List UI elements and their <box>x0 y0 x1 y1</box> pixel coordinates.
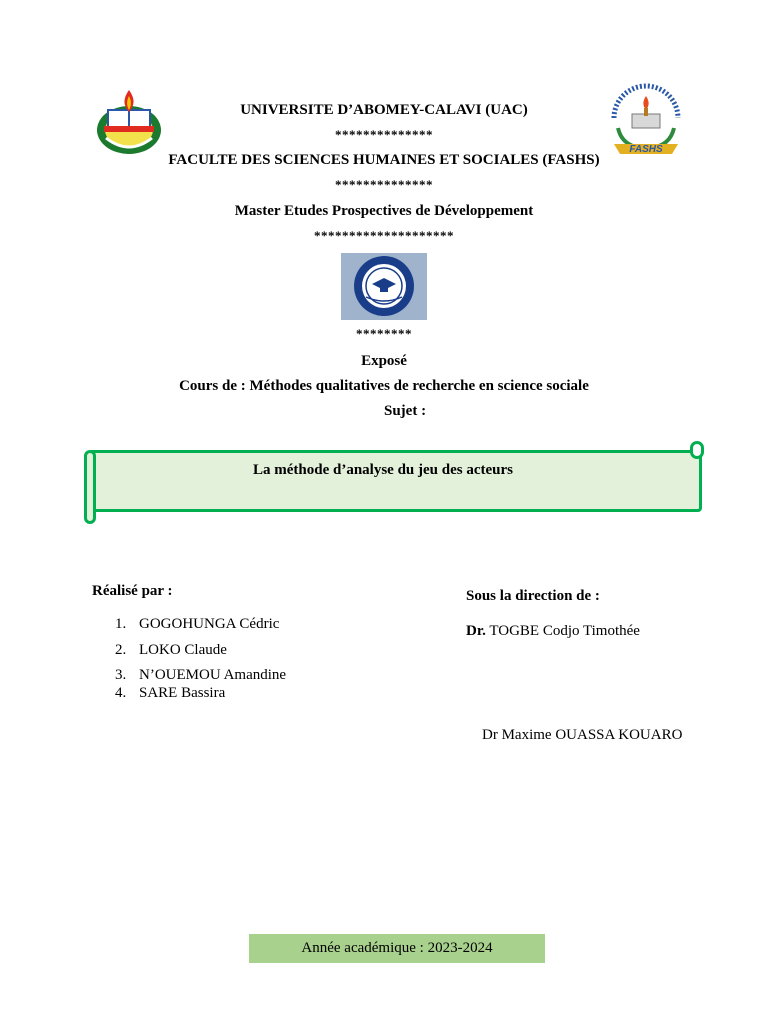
separator-stars: ************** <box>335 127 433 142</box>
faculty-name: FACULTE DES SCIENCES HUMAINES ET SOCIALES (FASHS) <box>168 152 600 168</box>
separator-stars: ******************** <box>314 228 454 243</box>
list-item: 3. N’OUEMOU Amandine <box>115 667 287 683</box>
authors-label: Réalisé par : <box>92 583 173 599</box>
academic-year: Année académique : 2023-2024 <box>249 934 545 963</box>
subject-label: Sujet : <box>384 403 427 419</box>
master-program: Master Etudes Prospectives de Développement <box>234 203 534 219</box>
list-item: 4. SARE Bassira <box>115 685 226 701</box>
uac-seal-icon <box>94 86 164 158</box>
list-item: 2. LOKO Claude <box>115 642 227 658</box>
subject-banner <box>88 450 702 512</box>
master-seal-icon <box>341 253 427 320</box>
supervisor-cut-line: Dr Maxime OUASSA KOUARO <box>482 727 683 743</box>
list-item: 1. GOGOHUNGA Cédric <box>115 616 280 632</box>
fashs-label: FASHS <box>629 144 663 155</box>
supervision-label: Sous la direction de : <box>466 588 600 604</box>
university-name: UNIVERSITE D’ABOMEY-CALAVI (UAC) <box>240 102 528 118</box>
document-type: Exposé <box>361 353 407 369</box>
course-title: Cours de : Méthodes qualitatives de recherche en science sociale <box>179 378 589 394</box>
subject-title: La méthode d’analyse du jeu des acteurs <box>252 462 513 478</box>
supervisor-title: Dr. <box>466 623 486 639</box>
supervisor-name: TOGBE Codjo Timothée <box>489 623 640 639</box>
fashs-emblem-icon <box>606 88 686 158</box>
banner-curl-right <box>690 441 704 459</box>
supervisor <box>466 623 640 640</box>
separator-stars: ************** <box>335 177 433 192</box>
separator-stars: ******** <box>356 326 412 341</box>
